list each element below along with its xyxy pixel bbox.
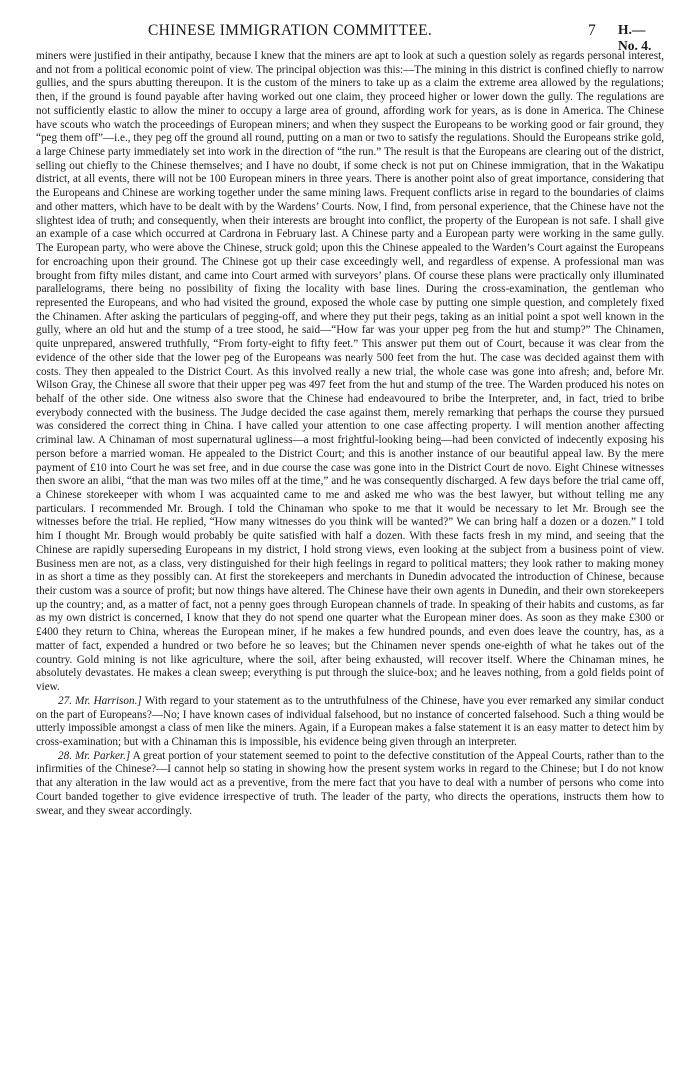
paragraph-text: A great portion of your statement seemed to point to the defective constitution of the Appeal Courts, rather than to the infirmities of the Chinese?—I cannot help so stating in showing how the present system works in regard to the Chinese; but I do not know that any alteration in the law would act as a preventive, from the mere fact that you have to deal with a number of persons who come into Court banded together to give evidence irrespective of truth. The leader of the party, who directs the operations, instructs them how to swear, and they swear accordingly. — [36, 749, 664, 817]
paragraph-text: With regard to your statement as to the untruthfulness of the Chinese, have you ever remarked any similar conduct on the part of Europeans?—No; I have known cases of individual falsehood, but no instance of concerted falsehood. Such a thing would be utterly impossible amongst a class of men like the miners. Again, if a European makes a false statement it is an easy matter to detect him by cross-examination; but with a Chinaman this is impossible, his evidence being given through an interpreter. — [36, 694, 664, 748]
running-title: CHINESE IMMIGRATION COMMITTEE. — [148, 22, 433, 39]
paragraph-question-27 — [36, 695, 664, 750]
question-speaker: 27. Mr. Harrison.] — [58, 694, 142, 707]
page-number: 7 — [588, 22, 596, 39]
page-header — [36, 22, 664, 53]
body-text — [36, 50, 664, 818]
paragraph-question-28 — [36, 750, 664, 819]
document-reference: H.—No. 4. — [618, 22, 652, 53]
question-speaker: 28. Mr. Parker.] — [58, 749, 131, 762]
paragraph-continuation — [36, 50, 664, 695]
document-page — [36, 22, 664, 818]
paragraph-text: miners were justified in their antipathy, because I knew that the miners are apt to look at such a question solely as regards personal interest, and not from a political economic point of view. The principal objection was this:—The mining in this district is confined chiefly to narrow gullies, and the spurs abutting thereupon. It is the custom of the miners to take up as a claim the extreme area allowed by the regulations; then, if the ground is found payable after having worked out one claim, they proceed higher or lower down the gully. The regulations are not sufficiently elastic to allow the miner to occupy a large area of ground, affording work for years, as is done in America. The Chinese have scouts who watch the proceedings of European miners; and when they suspect the Europeans to be working good or fair ground, they “peg them off”—i.e., they peg off the ground all round, putting on a man or two to satisfy the regulations. Should the Europeans strike gold, a large Chinese party immediately set into work in the direction of “the run.” The result is that the Europeans are clearing out of the district, selling out chiefly to the Chinese themselves; and I have no doubt, if some check is not put on Chinese immigration, that in the Wakatipu district, at all events, there will not be 100 European miners in three years. There is another point also of great importance, considering that the Europeans and Chinese are working together under the same mining laws. Frequent conflicts arise in regard to the boundaries of claims and other matters, which have to be dealt with by the Wardens’ Courts. Now, I find, from personal experience, that the Chinese have not the slightest idea of truth; and consequently, when their interests are brought into conflict, the property of the European is not safe. I shall give an example of a case which occurred at Cardrona in February last. A Chinese party and a European party were working in the same gully. The European party, who were above the Chinese, struck gold; upon this the Chinese appealed to the Warden’s Court against the Europeans for encroaching upon their ground. The Chinese got up their case exceedingly well, and regardless of expense. A professional man was brought from fifty miles distant, and came into Court armed with surveyors’ plans. Of course these plans were practically only illuminated parallelograms, there being no possibility of fixing the locality with base lines. During the cross-examination, the gentleman who represented the Europeans, and who had visited the ground, exposed the whole case by putting one simple question, and completely fixed the Chinamen. After asking the particulars of pegging-off, and where they put their pegs, taking as an initial point a spot well known in the gully, where an old hut and the stump of a tree stood, he said—“How far was your upper peg from the hut and stump?” The Chinamen, quite unprepared, answered truthfully, “From forty-eight to fifty feet.” This answer put them out of Court, because it was clear from the evidence of the other side that the lower peg of the Europeans was nearly 500 feet from the hut. The case was decided against them with costs. They then appealed to the District Court. As this involved really a new trial, the whole case was gone into afresh; and, before Mr. Wilson Gray, the Chinese all swore that their upper peg was 497 feet from the hut and stump of the tree. The Warden produced his notes on behalf of the other side. One witness also swore that the Chinese had endeavoured to bribe the Interpreter, and, in fact, tried to bribe everybody connected with the business. The Judge decided the case against them, merely remarking that perhaps the course they pursued was considered the correct thing in China. I have called your attention to one case affecting property. I will mention another affecting criminal law. A Chinaman of most supernatural ugliness—a most frightful-looking being—had been convicted of indecently exposing his person before a married woman. He appealed to the District Court; and this is another instance of our beautiful appeal law. By the mere payment of £10 into Court he was set free, and in due course the case was gone into in the District Court de novo. Eight Chinese witnesses then swore an alibi, “that the man was two miles off at the time,” and he was consequently discharged. A few days before the trial came off, a Chinese storekeeper with whom I was acquainted came to me and asked me who was the best lawyer, but without telling me any particulars. I recommended Mr. Brough. I told the Chinaman who spoke to me that it would be necessary to let Mr. Brough see the witnesses before the trial. He replied, “How many witnesses do you think will be wanted?” We can bring half a dozen or a dozen.” I told him I thought Mr. Brough would probably be quite satisfied with half a dozen. With these facts fresh in my mind, and seeing that the Chinese are rapidly superseding Europeans in my district, I hold strong views, even looking at the subject from a business point of view. Business men are not, as a class, very distinguished for their high feelings in regard to political matters; they look rather to making money in as short a time as they possibly can. At first the storekeepers and merchants in Dunedin advocated the introduction of Chinese, because their custom was a source of profit; but now things have altered. The Chinese have their own agents in Dunedin, and their own storekeepers up the country; and, as a matter of fact, not a penny goes through European channels of trade. In speaking of their habits and customs, as far as my own district is concerned, I know that they do not spend one quarter what the European miner does. As soon as they make £300 or £400 they return to China, whereas the European miner, if he makes a few hundred pounds, and even does leave the country, has, as a matter of fact, expended a hundred or two before he so leaves; but the Chinamen never spends one-eighth of what he takes out of the country. Gold mining is not like agriculture, where the soil, after being exhausted, will recover itself. Where the Chinaman mines, he absolutely devastates. He makes a clean sweep; everything is put through the sluice-box; and he leaves nothing, from a gold fields point of view. — [36, 50, 664, 694]
